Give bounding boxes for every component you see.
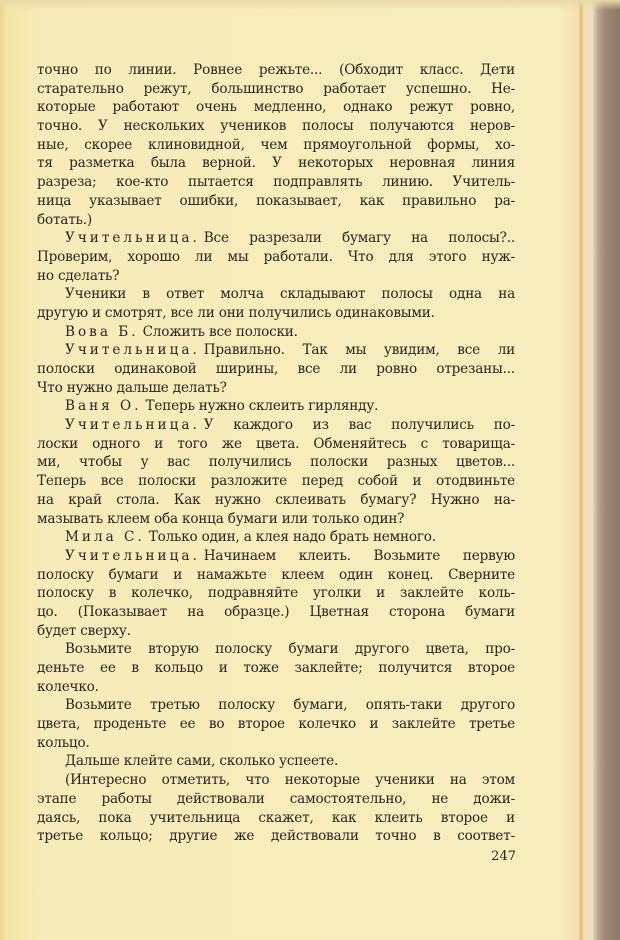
line-text: Только один, а клея надо брать немного. [148,529,436,546]
text-line [37,528,515,547]
speaker-name: Ваня О. [65,398,142,415]
line-text: Сложить все полоски. [142,323,298,340]
line-text: старательно режут, большинство работает успешно. Не- [37,80,515,97]
line-text: на край стола. Как нужно склеивать бумагу? Нужно на- [37,491,515,508]
line-text: Теперь нужно склеить гирлянду. [145,398,379,415]
text-line [37,659,515,678]
text-line [37,453,515,472]
speaker-name: Учительница. [65,547,200,564]
text-line [37,771,515,790]
line-text: Правильно. Так мы увидим, все ли [203,342,515,359]
line-text: полоску в колечко, подравняйте уголки и заклейте коль- [37,585,515,602]
line-text: лоски одного и того же цвета. Обменяйтесь с товарища- [37,435,515,452]
line-text: (Интересно отметить, что некоторые ученики на этом [65,772,515,789]
text-line [37,98,515,117]
line-text: Возьмите вторую полоску бумаги другого цвета, про- [65,641,515,658]
line-text: Проверим, хорошо ли мы работали. Что для этого нуж- [37,248,515,265]
line-text: этапе работы действовали самостоятельно, не дожи- [37,790,515,807]
line-text: ные, скорее клиновидной, чем прямоугольной формы, хо- [37,136,515,153]
text-line [37,229,515,248]
text-line [37,304,515,323]
line-text: кольцо. [37,734,90,751]
text-line [37,397,515,416]
text-line [37,360,515,379]
speaker-name: Учительница. [65,230,200,247]
text-line [37,323,515,342]
line-text: но сделать? [37,267,120,284]
line-text: разреза; кое-кто пытается подправлять линию. Учитель- [37,174,515,191]
line-text: цо. (Показывает на образце.) Цветная сторона бумаги [37,603,515,620]
text-line [37,80,515,99]
text-line [37,678,515,697]
text-line [37,248,515,267]
text-line [37,341,515,360]
line-text: Что нужно дальше делать? [37,379,227,396]
text-line [37,435,515,454]
line-text: колечко. [37,678,99,695]
line-text: Возьмите третью полоску бумаги, опять-таки другого [65,697,515,714]
line-text: Теперь все полоски разложите перед собой и отодвиньте [37,473,515,490]
text-line [37,173,515,192]
page-shadow [0,0,620,10]
text-line [37,790,515,809]
line-text: полоску бумаги и намажьте клеем один конец. Сверните [37,566,515,583]
line-text: цвета, проденьте ее во второе колечко и заклейте третье [37,716,515,733]
text-line [37,472,515,491]
speaker-name: Вова Б. [65,323,139,340]
line-text: Ученики в ответ молча складывают полосы одна на [65,286,515,303]
line-text: тя разметка была верной. У некоторых неровная линия [37,155,515,172]
text-line [37,510,515,529]
speaker-name: Учительница. [65,417,200,434]
text-line [37,715,515,734]
text-line [37,285,515,304]
text-line [37,827,515,846]
line-text: ница указывает ошибки, показывает, как правильно ра- [37,192,515,209]
line-text: ми, чтобы у вас получились полоски разных цветов... [37,454,515,471]
text-line [37,696,515,715]
line-text: которые работают очень медленно, однако режут ровно, [37,99,515,116]
text-line [37,136,515,155]
line-text: Все разрезали бумагу на полосы?.. [203,230,515,247]
text-line [37,752,515,771]
text-line [37,640,515,659]
text-line [37,603,515,622]
line-text: У каждого из вас получились по- [203,417,515,434]
text-line [37,491,515,510]
text-line [37,267,515,286]
text-line [37,622,515,641]
text-line [37,61,515,80]
text-line [37,547,515,566]
page-number: 247 [491,849,516,864]
text-line [37,809,515,828]
page-body-text [37,61,515,846]
line-text: точно. У нескольких учеников полосы получаются неров- [37,118,515,135]
text-line [37,379,515,398]
speaker-name: Учительница. [65,342,200,359]
line-text: даясь, пока учительница скажет, как клеить второе и [37,809,515,826]
line-text: мазывать клеем оба конца бумаги или только один? [37,510,405,527]
line-text: деньте ее в кольцо и тоже заклейте; получится второе [37,660,515,676]
line-text: другую и смотрят, все ли они получились одинаковыми. [37,304,435,321]
line-text: Начинаем клеить. Возьмите первую [203,547,515,564]
line-text: третье кольцо; другие же действовали точно в соответ- [37,828,515,845]
text-line [37,154,515,173]
line-text: Дальше клейте сами, сколько успеете. [65,753,339,770]
text-line [37,211,515,230]
line-text: полоски одинаковой ширины, все ли ровно отрезаны... [37,361,515,377]
line-text: будет сверху. [37,622,131,639]
text-line [37,734,515,753]
text-line [37,416,515,435]
text-line [37,566,515,585]
text-line [37,584,515,603]
line-text: точно по линии. Ровнее режьте... (Обходит класс. Дети [37,62,515,78]
speaker-name: Мила С. [65,529,145,546]
text-line [37,117,515,136]
line-text: ботать.) [37,211,92,228]
text-line [37,192,515,211]
